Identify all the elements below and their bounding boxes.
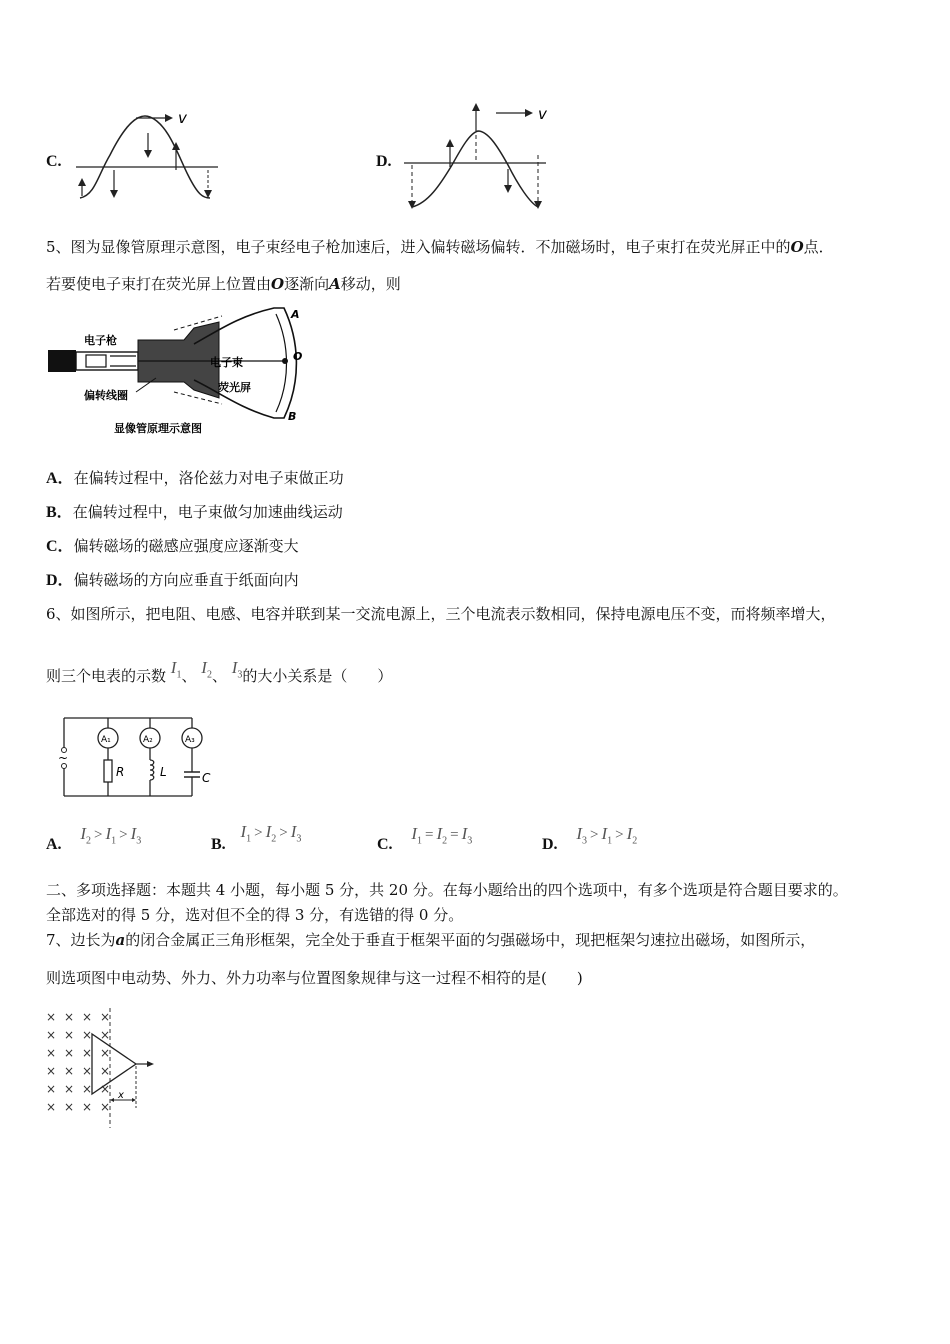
svg-text:×: ×: [100, 1028, 111, 1042]
wave-c-velocity: v: [178, 109, 187, 127]
parallel-circuit-diagram: [52, 710, 222, 802]
svg-text:×: ×: [100, 1010, 111, 1024]
q6-option-d[interactable]: D. $I_3 > I_1 > I_2$: [542, 824, 638, 853]
wave-figure-c: [70, 100, 230, 210]
q5-option-a[interactable]: A．在偏转过程中，洛伦兹力对电子束做正功: [46, 469, 344, 487]
svg-text:×: ×: [100, 1064, 111, 1078]
option-d-label: D.: [376, 153, 392, 170]
label-point-b: B: [288, 410, 297, 423]
ammeter-a2: A₂: [143, 735, 153, 745]
q5-option-c[interactable]: C．偏转磁场的磁感应强度应逐渐变大: [46, 537, 299, 555]
svg-text:×: ×: [100, 1082, 111, 1096]
svg-text:×: ×: [82, 1028, 93, 1042]
label-deflection-coil: 偏转线圈: [84, 389, 128, 402]
q5-option-d[interactable]: D．偏转磁场的方向应垂直于纸面向内: [46, 571, 299, 589]
svg-text:×: ×: [46, 1064, 57, 1078]
label-electron-gun: 电子枪: [84, 334, 117, 347]
resistor-label: R: [116, 765, 125, 779]
q6-option-c[interactable]: C. $I_1 = I_2 = I_3$: [377, 824, 473, 853]
q7-stem-line2: 则选项图中电动势、外力、外力功率与位置图象规律与这一过程不相符的是( ): [46, 969, 583, 987]
label-screen: 荧光屏: [218, 381, 251, 394]
q5-stem-line2: 若要使电子束打在荧光屏上位置由O逐渐向A移动，则: [46, 275, 401, 293]
q5-stem-line1: 5、图为显像管原理示意图，电子束经电子枪加速后，进入偏转磁场偏转．不加磁场时，电子束打在荧光屏正中的O点．: [46, 238, 834, 256]
svg-text:×: ×: [64, 1010, 75, 1024]
ammeter-a3: A₃: [185, 735, 195, 745]
wave-d-velocity: v: [538, 105, 547, 123]
q6-option-a[interactable]: A. $I_2 > I_1 > I_3$: [46, 824, 142, 853]
svg-text:×: ×: [64, 1028, 75, 1042]
option-c-label: C.: [46, 153, 62, 170]
crt-caption: 显像管原理示意图: [114, 422, 202, 435]
q5-option-b[interactable]: B．在偏转过程中，电子束做匀加速曲线运动: [46, 503, 343, 521]
svg-text:×: ×: [46, 1082, 57, 1096]
section2-header-line2: 全部选对的得 5 分，选对但不全的得 3 分，有选错的得 0 分。: [46, 906, 464, 924]
displacement-label: x: [118, 1090, 124, 1101]
magnetic-field-crosses: [46, 1010, 110, 1114]
svg-text:×: ×: [100, 1100, 111, 1114]
svg-text:×: ×: [82, 1010, 93, 1024]
svg-text:×: ×: [46, 1100, 57, 1114]
q7-stem-line1: 7、边长为a的闭合金属正三角形框架，完全处于垂直于框架平面的匀强磁场中，现把框架匀速拉出磁场，如图所示，: [46, 931, 816, 949]
ammeter-a1: A₁: [101, 735, 111, 745]
svg-text:×: ×: [82, 1064, 93, 1078]
q6-option-b[interactable]: B. $I_1 > I_2 > I_3$: [211, 822, 302, 853]
wave-figure-d: [400, 95, 560, 215]
inductor-label: L: [160, 765, 167, 779]
q6-stem-line1: 6、如图所示，把电阻、电感、电容并联到某一交流电源上，三个电流表示数相同，保持电源电压不变，而将频率增大，: [46, 605, 836, 623]
svg-text:×: ×: [82, 1082, 93, 1096]
label-point-o: O: [293, 350, 303, 363]
triangle-frame-diagram: [42, 1006, 172, 1130]
svg-text:×: ×: [46, 1010, 57, 1024]
capacitor-label: C: [202, 771, 211, 785]
svg-text:×: ×: [46, 1028, 57, 1042]
svg-text:×: ×: [64, 1064, 75, 1078]
svg-text:×: ×: [82, 1046, 93, 1060]
svg-text:×: ×: [64, 1100, 75, 1114]
section2-header-line1: 二、多项选择题：本题共 4 小题，每小题 5 分，共 20 分。在每小题给出的四个选项中，有多个选项是符合题目要求的。: [46, 881, 848, 899]
svg-text:×: ×: [64, 1046, 75, 1060]
svg-text:×: ×: [46, 1046, 57, 1060]
ac-source-symbol: ~: [58, 751, 69, 765]
crt-diagram: [44, 300, 324, 442]
svg-text:×: ×: [82, 1100, 93, 1114]
q6-stem-line2: 则三个电表的示数 $I_1$、 $I_2$、 $I_3$的大小关系是（ ）: [46, 658, 393, 685]
svg-text:×: ×: [64, 1082, 75, 1096]
label-point-a: A: [291, 308, 300, 321]
svg-text:×: ×: [100, 1046, 111, 1060]
label-electron-beam: 电子束: [210, 356, 243, 369]
